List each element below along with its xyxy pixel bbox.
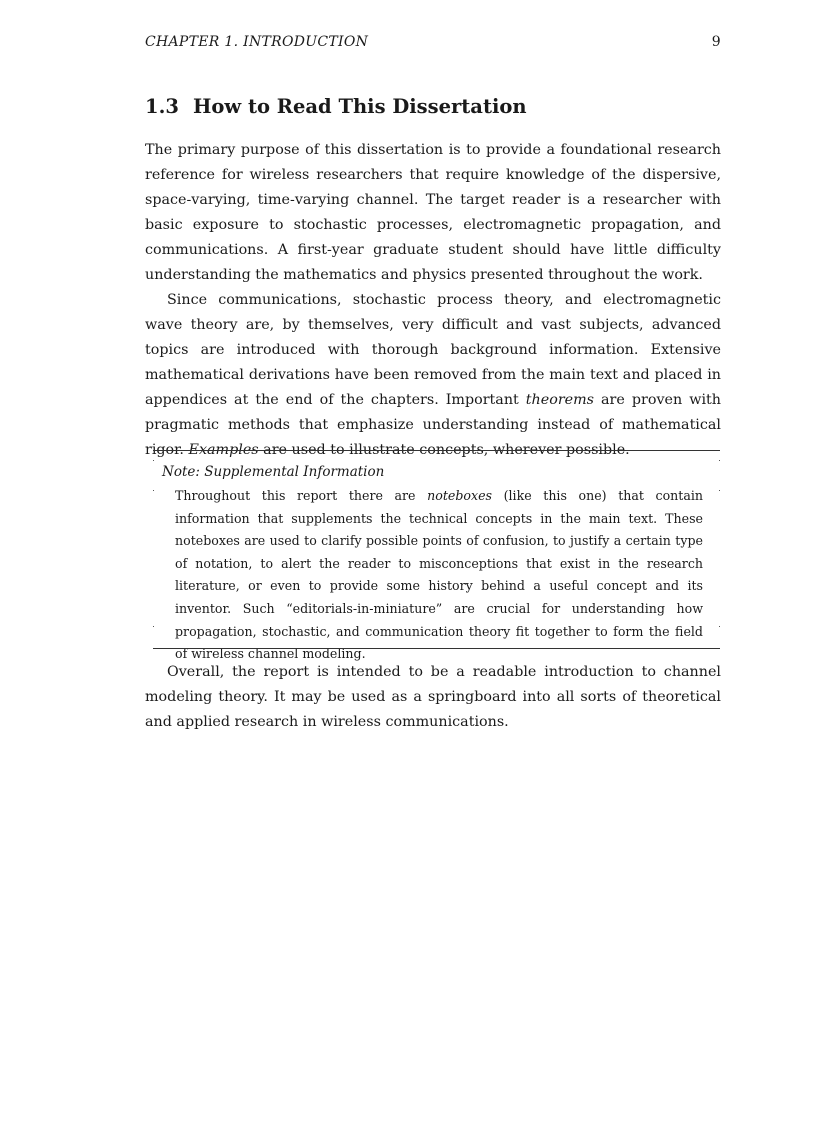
- section-heading: [145, 95, 527, 118]
- body-text-closing: [145, 660, 721, 735]
- notebox-body-part-b: (like this one) that contain information that supplements the technical concepts in the main text. These noteboxes are used to clarify possible points of confusion, to justify a certain type of notation, to alert the reader to misconceptions that exist in the research literature, or even to provide some history behind a useful concept and its inventor. Such “editorials-in-miniature” are crucial for understanding how propagation, stochastic, and communication theory fit together to form the field of wireless channel modeling.: [175, 488, 703, 662]
- notebox-corner-mark: [153, 626, 154, 627]
- notebox-corner-mark: [719, 490, 720, 491]
- notebox-corner-mark: [719, 460, 720, 461]
- notebox: [153, 450, 720, 662]
- notebox-corner-mark: [153, 490, 154, 491]
- notebox-top-rule: [153, 450, 720, 451]
- emphasis-noteboxes: noteboxes: [427, 488, 492, 503]
- emphasis-examples: Examples: [188, 442, 259, 458]
- notebox-bottom-rule: [153, 648, 720, 649]
- notebox-body: [175, 485, 703, 666]
- notebox-corner-mark: [153, 460, 154, 461]
- paragraph-2-part-b: are proven with pragmatic methods that emphasize understanding instead of mathematical rigor.: [145, 392, 721, 458]
- paragraph-3: Overall, the report is intended to be a readable introduction to channel modeling theory. It may be used as a springboard into all sorts of theoretical and applied research in wireless communications.: [145, 664, 721, 730]
- emphasis-theorems: theorems: [525, 392, 595, 408]
- notebox-title: Note: Supplemental Information: [162, 464, 385, 480]
- paragraph-2-part-a: Since communications, stochastic process theory, and electromagnetic wave theory are, by themselves, very difficult and vast subjects, advanced topics are introduced with thorough background information. Extensive mathematical derivations have been removed from the main text and placed in appendices at the end of the chapters. Important: [145, 292, 721, 408]
- paragraph-2: [145, 288, 721, 463]
- paragraph-2-part-c: are used to illustrate concepts, wherever possible.: [258, 442, 630, 458]
- notebox-corner-mark: [719, 626, 720, 627]
- section-title: How to Read This Dissertation: [193, 95, 527, 118]
- notebox-body-part-a: Throughout this report there are: [175, 488, 428, 503]
- paragraph-1: The primary purpose of this dissertation is to provide a foundational research reference for wireless researchers that require knowledge of the dispersive, space-varying, time-varying channel. The target reader is a researcher with basic exposure to stochastic processes, electromagnetic propagation, and communications. A first-year graduate student should have little difficulty understanding the mathematics and physics presented throughout the work.: [145, 142, 721, 283]
- page-number: 9: [711, 34, 721, 50]
- section-number: 1.3: [145, 95, 179, 118]
- running-head: [145, 34, 721, 54]
- running-head-chapter: CHAPTER 1. INTRODUCTION: [145, 34, 369, 50]
- body-text-intro: [145, 138, 721, 463]
